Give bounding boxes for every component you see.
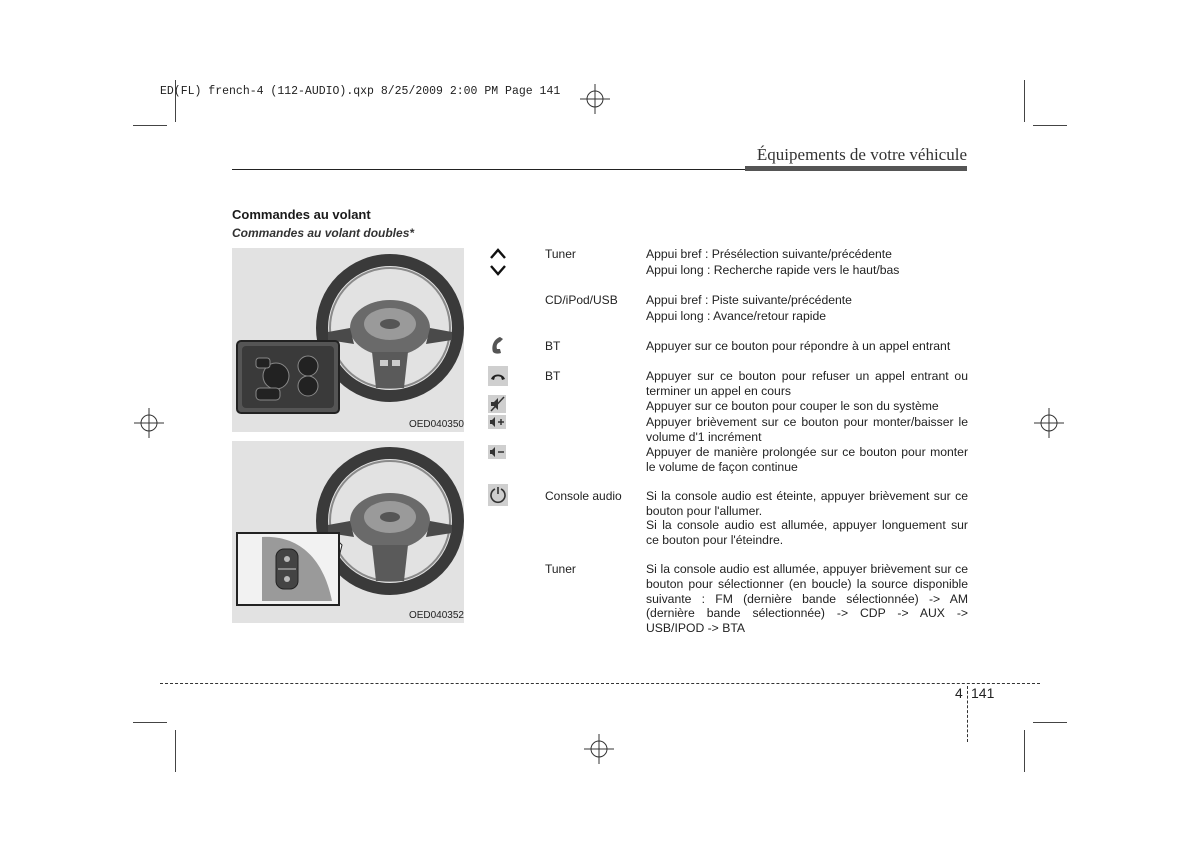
row-label-bt: BT — [545, 339, 561, 353]
volume-up-icon — [488, 415, 506, 429]
figure-code: OED040352 — [408, 610, 464, 621]
row-desc: Appuyer sur ce bouton pour couper le son du système — [646, 399, 939, 413]
crop-mark — [1033, 722, 1067, 723]
row-label-tuner: Tuner — [545, 562, 576, 576]
registration-mark — [584, 734, 614, 764]
row-desc-line: Appui long : Recherche rapide vers le haut/bas — [646, 263, 900, 277]
chapter-number: 4 — [955, 685, 963, 701]
footer-rule — [160, 683, 1040, 684]
registration-mark — [1034, 408, 1064, 438]
crop-mark — [1024, 80, 1025, 122]
registration-mark — [134, 408, 164, 438]
call-end-icon — [488, 366, 508, 386]
figure-steering-wheel-call — [232, 441, 464, 623]
volume-down-icon — [488, 445, 506, 459]
figure-code: OED040350 — [408, 419, 464, 430]
header-rule — [232, 169, 747, 170]
row-label-cd-ipod-usb: CD/iPod/USB — [545, 293, 618, 307]
row-label-console-audio: Console audio — [545, 489, 622, 503]
steering-wheel-audio-controls — [232, 248, 464, 432]
crop-mark — [1033, 125, 1067, 126]
section-title: Commandes au volant — [232, 207, 371, 222]
print-slug: ED(FL) french-4 (112-AUDIO).qxp 8/25/2009 2:00 PM Page 141 — [160, 85, 561, 98]
page-header-title: Équipements de votre véhicule — [756, 145, 967, 164]
section-subtitle: Commandes au volant doubles* — [232, 226, 415, 240]
row-label-bt: BT — [545, 369, 561, 383]
footer-divider — [967, 686, 968, 742]
registration-mark — [580, 84, 610, 114]
row-desc-line: Appui long : Avance/retour rapide — [646, 309, 827, 323]
row-desc-line: Appui bref : Présélection suivante/précédente — [646, 247, 892, 261]
up-down-arrows-icon — [488, 246, 508, 278]
crop-mark — [1024, 730, 1025, 772]
row-desc-line: Si la console audio est éteinte, appuyer brièvement sur ce bouton pour l'allumer. — [646, 489, 968, 518]
figure-steering-wheel-audio — [232, 248, 464, 432]
steering-wheel-call-controls — [232, 441, 464, 623]
crop-mark — [175, 730, 176, 772]
page-number: 141 — [971, 685, 995, 701]
row-desc-line: Appui bref : Piste suivante/précédente — [646, 293, 852, 307]
header-rule-accent — [745, 166, 967, 171]
row-desc: Appuyer de manière prolongée sur ce bouton pour monter le volume de façon continue — [646, 445, 968, 474]
row-desc-line: Si la console audio est allumée, appuyer longuement sur ce bouton pour l'éteindre. — [646, 518, 968, 547]
power-mode-icon — [488, 484, 508, 506]
row-desc: Appuyer sur ce bouton pour refuser un appel entrant ou terminer un appel en cours — [646, 369, 968, 398]
row-desc: Appuyer sur ce bouton pour répondre à un appel entrant — [646, 339, 951, 353]
row-label-tuner: Tuner — [545, 247, 576, 261]
row-desc: Si la console audio est allumée, appuyer brièvement sur ce bouton pour sélectionner (en boucle) la source disponible suivante : FM (dernière bande sélectionnée) -> AM (dernière bande sélectionnée) -> CDP -> AUX -> USB/IPOD -> BTA — [646, 562, 968, 636]
mute-icon — [488, 395, 506, 413]
crop-mark — [133, 722, 167, 723]
crop-mark — [133, 125, 167, 126]
row-desc: Appuyer brièvement sur ce bouton pour monter/baisser le volume d'1 incrément — [646, 415, 968, 444]
call-answer-icon — [488, 334, 508, 356]
